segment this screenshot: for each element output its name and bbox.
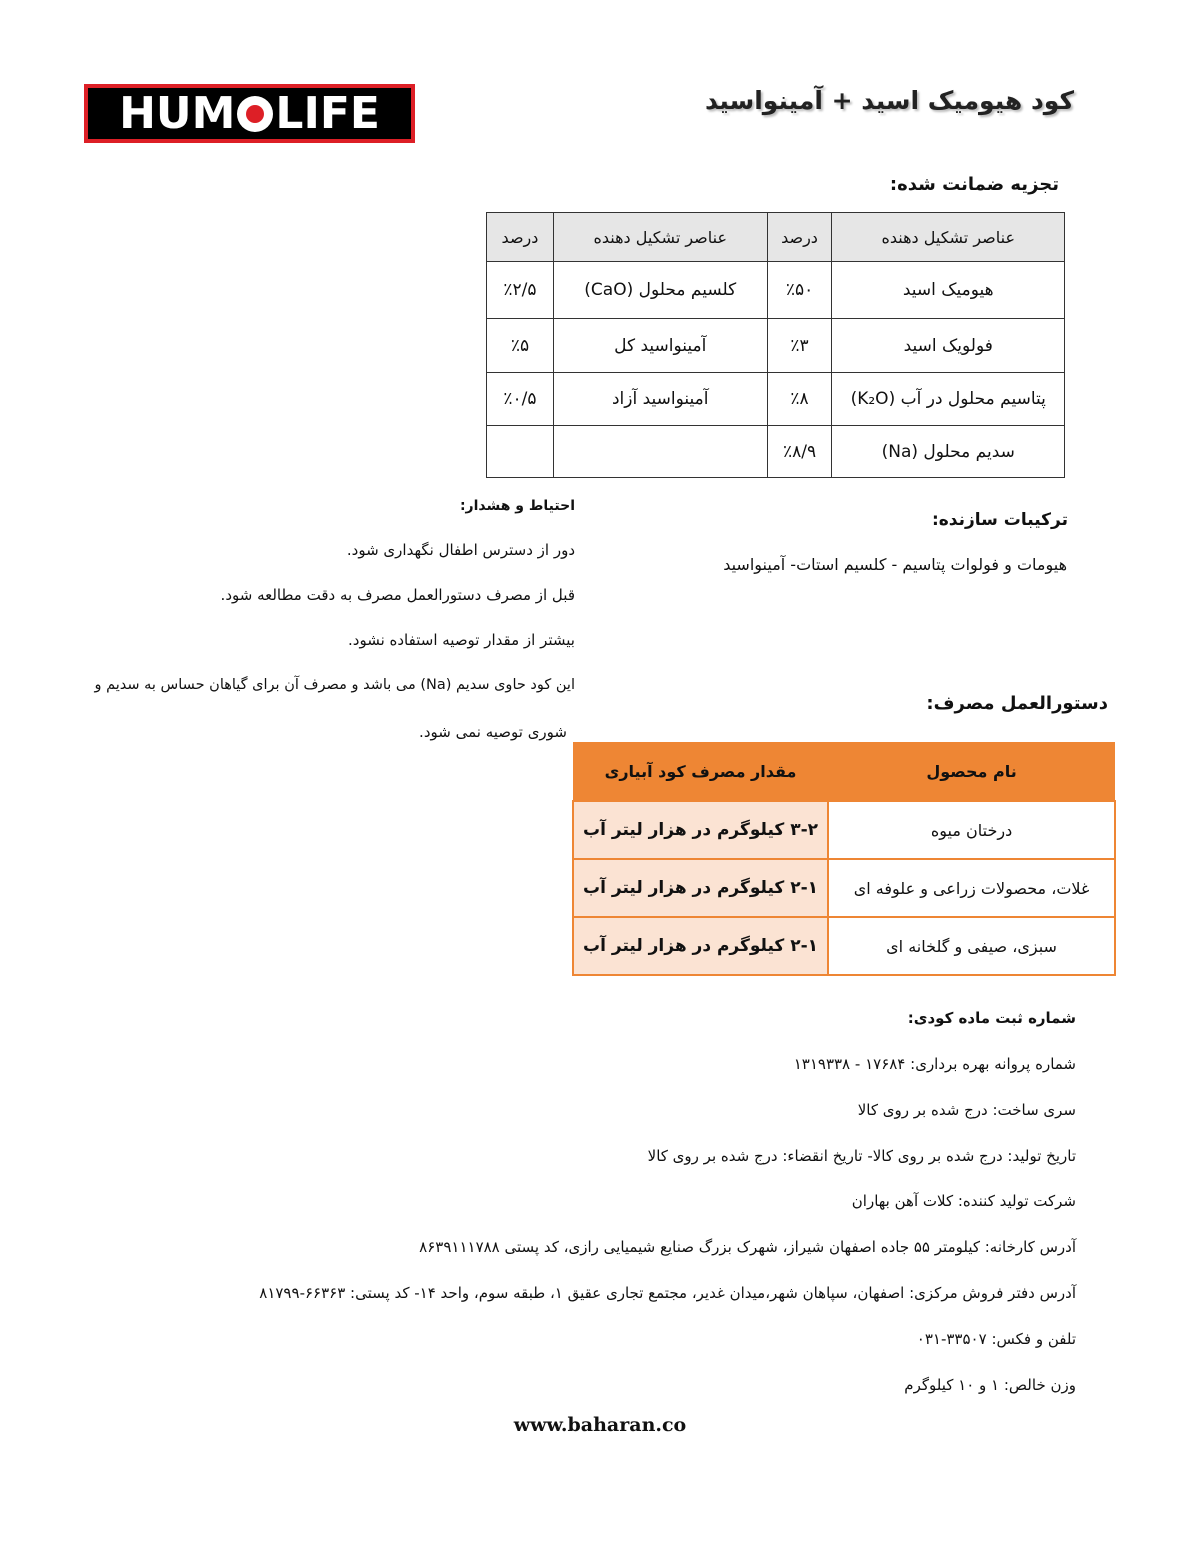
ingredients-text: هیومات و فولوات پتاسیم - کلسیم استات- آمینواسید [723,555,1067,574]
table-cell: ٪۲/۵ [487,262,554,319]
table-row [573,859,1115,917]
analysis-header-cell: درصد [767,213,832,262]
license-number: شماره پروانه بهره برداری: ۱۷۶۸۴ - ۱۳۱۹۳۳۸ [793,1055,1076,1073]
table-row [573,801,1115,859]
table-cell: آمینواسید کل [553,319,767,373]
table-row [487,426,1065,478]
factory-address: آدرس کارخانه: کیلومتر ۵۵ جاده اصفهان شیراز، شهرک بزرگ صنایع شیمیایی رازی، کد پستی ۸۶۳۹۱۱۱۷۸۸ [419,1238,1076,1256]
logo-circle-icon [237,96,273,132]
table-cell: هیومیک اسید [832,262,1065,319]
logo-text-left: HUM [119,88,236,139]
ingredients-heading: ترکیبات سازنده: [931,510,1068,530]
analysis-header-cell: درصد [487,213,554,262]
phone-fax: تلفن و فکس: ۳۳۵۰۷-۰۳۱ [916,1330,1076,1348]
warning-line: شوری توصیه نمی شود. [419,723,567,741]
crop-name-cell: غلات، محصولات زراعی و علوفه ای [828,859,1115,917]
table-cell: آمینواسید آزاد [553,373,767,426]
manufacturer: شرکت تولید کننده: کلات آهن بهاران [851,1192,1076,1210]
logo-text-right: LIFE [275,88,380,139]
warning-line: این کود حاوی سدیم (Na) می باشد و مصرف آن برای گیاهان حساس به سدیم و [94,677,575,693]
table-cell: ٪۳ [767,319,832,373]
website-url[interactable]: www.baharan.co [513,1414,687,1436]
analysis-header-row [487,213,1065,262]
table-cell: ٪۰/۵ [487,373,554,426]
humolife-logo [84,84,415,143]
table-cell: ٪۵۰ [767,262,832,319]
table-cell: پتاسیم محلول در آب (K₂O) [832,373,1065,426]
production-date: تاریخ تولید: درج شده بر روی کالا- تاریخ انقضاء: درج شده بر روی کالا [647,1147,1076,1165]
usage-header-cell: مقدار مصرف کود آبیاری [573,742,828,801]
table-row [573,917,1115,975]
crop-name-cell: سبزی، صیفی و گلخانه ای [828,917,1115,975]
usage-table [572,742,1116,976]
batch-number: سری ساخت: درج شده بر روی کالا [857,1101,1076,1119]
table-cell: کلسیم محلول (CaO) [553,262,767,319]
warning-line: دور از دسترس اطفال نگهداری شود. [346,541,575,559]
analysis-header-cell: عناصر تشکیل دهنده [832,213,1065,262]
table-cell [487,426,554,478]
table-row [487,373,1065,426]
analysis-heading: تجزیه ضمانت شده: [889,174,1059,195]
dosage-cell: ۲-۱ کیلوگرم در هزار لیتر آب [573,859,828,917]
usage-header-cell: نام محصول [828,742,1115,801]
sales-office-address: آدرس دفتر فروش مرکزی: اصفهان، سپاهان شهر،میدان غدیر، مجتمع تجاری عقیق ۱، طبقه سوم، واحد ۱۴- کد پستی: ۶۶۳۶۳-۸۱۷۹۹ [259,1284,1076,1302]
warning-line: قبل از مصرف دستورالعمل مصرف به دقت مطالعه شود. [220,586,575,604]
table-cell: فولویک اسید [832,319,1065,373]
table-cell [553,426,767,478]
warning-line: بیشتر از مقدار توصیه استفاده نشود. [348,631,575,649]
registration-number: شماره ثبت ماده کودی: [907,1009,1076,1027]
dosage-cell: ۳-۲ کیلوگرم در هزار لیتر آب [573,801,828,859]
document-title: کود هیومیک اسید + آمینواسید [704,86,1074,115]
warnings-heading: احتیاط و هشدار: [459,498,575,514]
table-row [487,262,1065,319]
table-cell: ٪۸/۹ [767,426,832,478]
analysis-header-cell: عناصر تشکیل دهنده [553,213,767,262]
usage-heading: دستورالعمل مصرف: [926,693,1108,714]
dosage-cell: ۲-۱ کیلوگرم در هزار لیتر آب [573,917,828,975]
table-row [487,319,1065,373]
table-cell: سدیم محلول (Na) [832,426,1065,478]
net-weight: وزن خالص: ۱ و ۱۰ کیلوگرم [904,1376,1076,1394]
table-cell: ٪۵ [487,319,554,373]
analysis-table [486,212,1065,478]
crop-name-cell: درختان میوه [828,801,1115,859]
usage-header-row [573,742,1115,801]
table-cell: ٪۸ [767,373,832,426]
